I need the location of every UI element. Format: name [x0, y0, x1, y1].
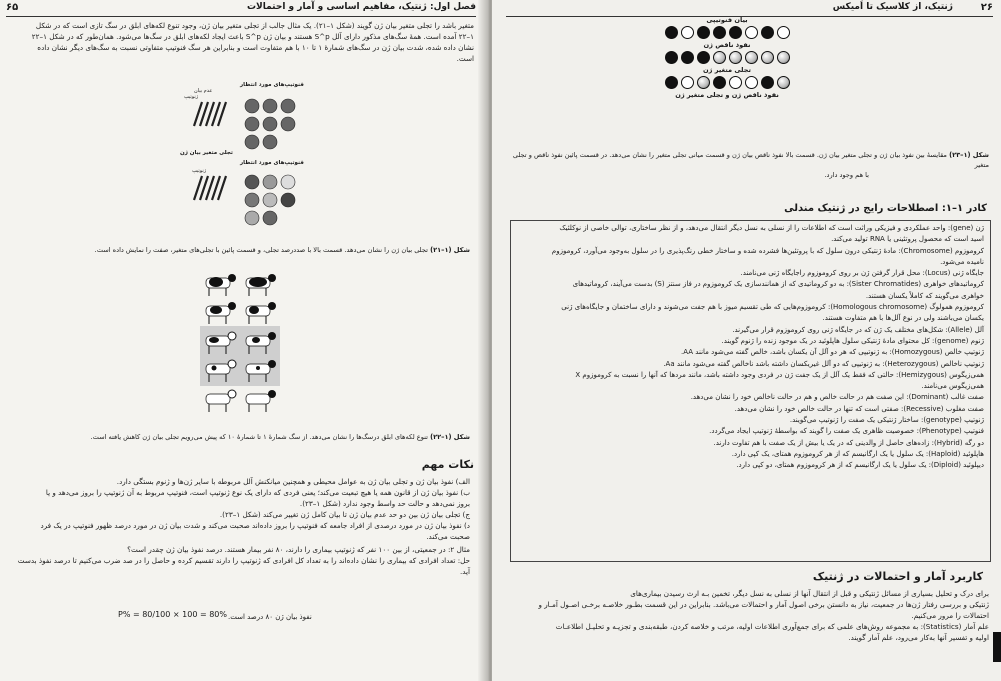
note-item: ج) تجلی بیان ژن بین دو حد عدم بیان ژن تا بیان کامل ژن تغییر می‌کند (شکل ۱–۲۳).	[219, 510, 470, 519]
box-1-1-title: کادر ۱–۱: اصطلاحات رایج در ژنتیک مندلی	[784, 203, 987, 214]
fig23-row2-dots	[642, 51, 812, 64]
left-page-header	[6, 2, 476, 17]
left-page	[0, 0, 484, 681]
fig23-row3-label: تجلی متغیر ژن	[703, 66, 751, 74]
statistics-section-title: کاربرد آمار و احتمالات در ژنتیک	[812, 570, 983, 583]
note-item: صحبت می‌کند.	[426, 532, 470, 541]
definition-line: دیپلوئید (Diploid): یک سلول یا یک ارگانیسم که از هر کروموزوم همتای، دو کپی دارد.	[736, 461, 984, 470]
phenotype-dot	[681, 51, 694, 64]
definition-line: آلل (Allele): شکل‌های مختلف یک ژن که در جایگاه ژنی روی کروموزوم قرار می‌گیرند.	[732, 325, 984, 334]
phenotype-dot	[729, 51, 742, 64]
phenotype-dot	[777, 51, 790, 64]
intro-paragraph	[8, 20, 474, 64]
phenotype-dot	[697, 51, 710, 64]
definition-line: ژن (gene): واحد عملکردی و فیزیکی وراثت است که اطلاعات را از نسلی به نسل دیگر انتقال می‌دهد، و از نظر ساختاری، توالی خاصی از نوکلئیک	[559, 224, 984, 232]
definition-line: ژنوتیپ خالص (Homozygous): به ژنوتیپی که هر دو آلل آن یکسان باشد، خالص گفته می‌شود مانند AA.	[681, 348, 984, 357]
fig23-caption-label: شکل (۱–۲۳)	[949, 151, 989, 159]
intro-line: است.	[456, 54, 474, 63]
penetrance-formula: P% = 80/100 × 100 = 80%	[118, 610, 227, 619]
phenotype-dot	[745, 76, 758, 89]
definition-line: کروموزوم همولوگ (Homologous chromosome): کروموزوم‌هایی که طی تقسیم میوز با هم جفت می‌شوند و دارای ساختمان و جایگاه‌های ژنی	[561, 303, 984, 312]
note-item: د) نفوذ بیان ژن در مورد درصدی از افراد جامعه که فنوتیپ را بروز داده‌اند صحبت می‌کند و شدت بیان ژن در مورد درصد ظهور فنوتیپ در یک فرد	[40, 521, 470, 530]
definition-line: ژنوتیپ (genotype): ساختار ژنتیکی یک صفت را ژنوتیپ می‌گویند.	[789, 416, 984, 425]
phenotype-dot	[761, 26, 774, 39]
phenotype-dot	[729, 76, 742, 89]
figure-1-22	[200, 268, 280, 418]
definition-line: فنوتیپ (Phenotype): خصوصیت ظاهری یک صفت را گویند که بواسطهٔ ژنوتیپ ایجاد می‌گردد.	[709, 427, 984, 436]
fig23-row2-label: نفوذ ناقص ژن	[703, 41, 751, 49]
fig21-caption	[30, 245, 470, 255]
phenotype-dot	[729, 26, 742, 39]
phenotype-dot	[713, 76, 726, 89]
fig21-top-label: فنوتیپ‌های مورد انتظار	[240, 82, 304, 88]
fig21-caption-label: شکل (۱–۲۱)	[430, 246, 470, 254]
phenotype-dot	[761, 51, 774, 64]
fig23-row1-label: بیان فنوتیپی	[706, 16, 748, 24]
right-page	[492, 0, 1001, 681]
statistics-line: علم آمار (Statistics): به مجموعه روش‌های علمی که برای جمع‌آوری اطلاعات اولیه، مرتب و خلاصه کردن، طبقه‌بندی و تجزیـه و تحلیـل اطلاعـات	[555, 622, 989, 631]
definition-line: کروماتیدهای خواهری (Sister Chromatides): به دو کروماتیدی که از همانندسازی یک کروموزوم در فاز سنتز (S) بدست می‌آیند، کروماتیدهای	[572, 280, 984, 289]
intro-line: ۱–۲۲ آمده است. همهٔ سگ‌های مذکور دارای آلل S^p هستند و بیان ژن S^p باعث ایجاد لکه‌های ابلق در سگ‌ها می‌شود. همان‌طور که در شکل ۱–۲۲	[31, 32, 474, 41]
definition-line: همی‌زیگوس (Hemizygous): حالتی که فقط یک آلل از یک جفت ژن در فردی وجود داشته باشد، مانند مردها که آنها را نسبت به کروموزوم X	[575, 370, 984, 379]
example-line: حل: تعداد افرادی که بیماری را نشان داده‌اند را به تعداد کل افرادی که ژنوتیپ را دارند تقسیم کرده و حاصل را در صد ضرب می‌کنیم تا درصد نفوذ بدست	[17, 556, 470, 565]
fig23-bottom-label: نفوذ ناقص ژن و تجلی متغیر ژن	[675, 91, 779, 99]
example-block	[8, 544, 470, 577]
statistics-paragraph	[510, 588, 989, 643]
definition-line: کروموزوم (Chromosome): مادهٔ ژنتیکی درون سلول که با پروتئین‌ها فشرده شده و ساختار خطی رنگ‌پذیری را در سلول به‌وجود می‌آورد، کروموزوم	[551, 246, 984, 255]
notes-list	[8, 476, 470, 542]
left-page-number: ۶۵	[6, 2, 19, 13]
definition-line: نامیده می‌شود.	[940, 257, 984, 266]
phenotype-dot	[745, 51, 758, 64]
fig22-caption-label: شکل (۱–۲۲)	[430, 433, 470, 441]
definition-line: خواهری می‌گویند که کاملاً یکسان هستند.	[865, 291, 984, 300]
note-item: الف) نفوذ بیان ژن و تجلی بیان ژن به عوامل محیطی و همچنین میانکنش آلل مربوطه با سایر ژن‌ها و ژنوم بستگی دارد.	[116, 477, 470, 486]
phenotype-dot	[761, 76, 774, 89]
right-page-number: ۲۶	[980, 2, 993, 13]
example-line: آید.	[459, 567, 470, 576]
figure-1-23	[642, 16, 812, 136]
fig21-bottom-genotype: ژنوتیپ	[192, 168, 207, 174]
fig21-bottom-label: فنوتیپ‌های مورد انتظار	[240, 160, 304, 166]
fig22-caption	[30, 432, 470, 442]
box-1-1-definitions	[510, 220, 991, 562]
right-page-header	[506, 2, 993, 17]
definition-line: همی‌زیگوس می‌نامند.	[921, 382, 984, 391]
definition-line: ژنوتیپ ناخالص (Heterozygous): به ژنوتیپی که دو آلل غیریکسان داشته باشد ناخالص گفته می‌شود مانند Aa.	[663, 359, 984, 368]
fig23-row1-dots	[642, 26, 812, 39]
definition-line: دو رگه (Hybrid): زاده‌های حاصل از والدینی که در یک یا بیش از یک صفت با هم تفاوت دارند.	[713, 438, 984, 447]
fig21-illustration	[180, 82, 310, 230]
phenotype-dot	[665, 51, 678, 64]
phenotype-dot	[697, 26, 710, 39]
statistics-line: احتمالات را مرور می‌کنیم.	[911, 611, 989, 620]
fig21-genotype-label: ژنوتیپ	[184, 94, 199, 100]
definition-line: جایگاه ژنی (Locus): محل قرار گرفتن ژن بر روی کروموزوم راجایگاه ژنی می‌نامند.	[740, 269, 984, 278]
phenotype-dot	[777, 76, 790, 89]
fig21-caption-text: تجلی بیان ژن را نشان می‌دهد. قسمت بالا با صددرصد تجلی، و قسمت پائین با تجلی‌های متغیر، صفت را نمایش داده است.	[94, 246, 428, 254]
intro-line: متغیر باشد را تجلی متغیر بیان ژن گویند (شکل ۱–۲۱). یک مثال جالب از تجلی متغیر بیان ژن، وجود تنوع لکه‌های ابلق در سگ تازی است که در شکل	[35, 21, 474, 30]
definition-line: ژنوم (genome): کل محتوای مادهٔ ژنتیکی سلول هاپلوئید در یک موجود زنده را ژنوم گویند.	[721, 336, 984, 345]
phenotype-dot	[681, 76, 694, 89]
statistics-line: ژنتیکی و بررسی رفتار ژن‌ها در جمعیت، نیاز به دانستن برخی اصول آمار و احتمالات می‌باشد. بنابراین در این قسمت بطـور خلاصـه برخـی اصـول آمـار و	[538, 600, 989, 609]
page-edge-tab	[993, 632, 1001, 662]
definition-line: صفت غالب (Dominant): این صفت هم در حالت خالص و هم در حالت ناخالص خود را نشان می‌دهد.	[690, 393, 984, 402]
fig23-caption	[506, 150, 989, 180]
statistics-line: اولیه و تفسیر آنها به‌کار می‌رود، علم آمار گویند.	[848, 633, 989, 642]
phenotype-dot	[777, 26, 790, 39]
statistics-line: برای درک و تحلیل بسیاری از مسائل ژنتیکی و قبل از انتقال آنها از نسلی به نسل دیگر، تخمین بـه ارث رسیدن بیماری‌های	[630, 589, 989, 598]
fig23-row3-dots	[642, 76, 812, 89]
intro-line: نشان داده شده، شدت بیان ژن در سگ‌های شمارهٔ ۱ تا ۱۰ با هم متفاوت است و بنابراین هر سگ فنوتیپ متفاوتی نسبت به سگ‌های دیگر نشان داده	[37, 43, 474, 52]
fig23-caption-text: مقایسهٔ بین نفوذ بیان ژن و تجلی متغیر بیان ژن. قسمت بالا نفوذ ناقص بیان ژن و قسمت میانی تجلی متغیر را نشان می‌دهد. در قسمت پائین نفوذ ناقص و تجلی متغیر	[512, 151, 989, 169]
note-item: بروز نمی‌دهد و حالت حد واسط وجود ندارد (شکل ۱–۲۳).	[299, 499, 470, 508]
phenotype-dot	[665, 76, 678, 89]
left-header-title: فصل اول: ژنتیک، مفاهیم اساسی و آمار و احتمالات	[247, 2, 476, 12]
definition-line: اسید است که محصول پروتئینی یا RNA تولید می‌کند.	[831, 235, 984, 244]
fig21-noexpr-label: عدم بیان	[194, 88, 213, 94]
phenotype-dot	[713, 51, 726, 64]
important-notes-title: نکات مهم	[421, 458, 474, 471]
phenotype-dot	[681, 26, 694, 39]
phenotype-dot	[697, 76, 710, 89]
definition-line: هاپلوئید (Haploid): یک سلول یا یک ارگانیسم که از هر کروموزوم همتای، یک کپی دارد.	[731, 449, 984, 458]
fig21-variable-label: تجلی متغیر بیان ژن	[180, 150, 233, 156]
fig22-caption-text: تنوع لکه‌های ابلق درسگ‌ها را نشان می‌دهد. از سگ شمارهٔ ۱ تا شمارهٔ ۱۰ که پیش می‌رویم تجلی بیان ژن کاهش یافته است.	[90, 433, 428, 441]
figure-1-21	[180, 82, 310, 230]
phenotype-dot	[713, 26, 726, 39]
phenotype-dot	[745, 26, 758, 39]
formula-result-text: نفوذ بیان ژن ۸۰ درصد است.	[228, 613, 312, 621]
fig23-caption-text: با هم وجود دارد.	[824, 171, 869, 179]
note-item: ب) نفوذ بیان ژن از قانون همه یا هیچ تبعیت می‌کند؛ یعنی فردی که دارای یک نوع ژنوتیپ است، فنوتیپ مربوط به آن ژنوتیپ را بروز می‌دهد و یا	[45, 488, 470, 497]
definition-line: صفت مغلوب (Recessive): صفتی است که تنها در حالت خالص خود را نشان می‌دهد.	[734, 404, 984, 413]
definition-line: یکسان می‌باشند ولی در نوع آلل‌ها با هم متفاوت هستند.	[822, 314, 984, 323]
fig22-dogs-illustration	[200, 268, 280, 418]
right-header-title: ژنتیک، از کلاسیک تا اَمیکس	[832, 2, 953, 12]
phenotype-dot	[665, 26, 678, 39]
example-line: مثال ۲: در جمعیتی، از بین ۱۰۰ نفر که ژنوتیپ بیماری را دارند، ۸۰ نفر بیمار هستند. درصد نفوذ بیان ژن چقدر است؟	[127, 545, 470, 554]
